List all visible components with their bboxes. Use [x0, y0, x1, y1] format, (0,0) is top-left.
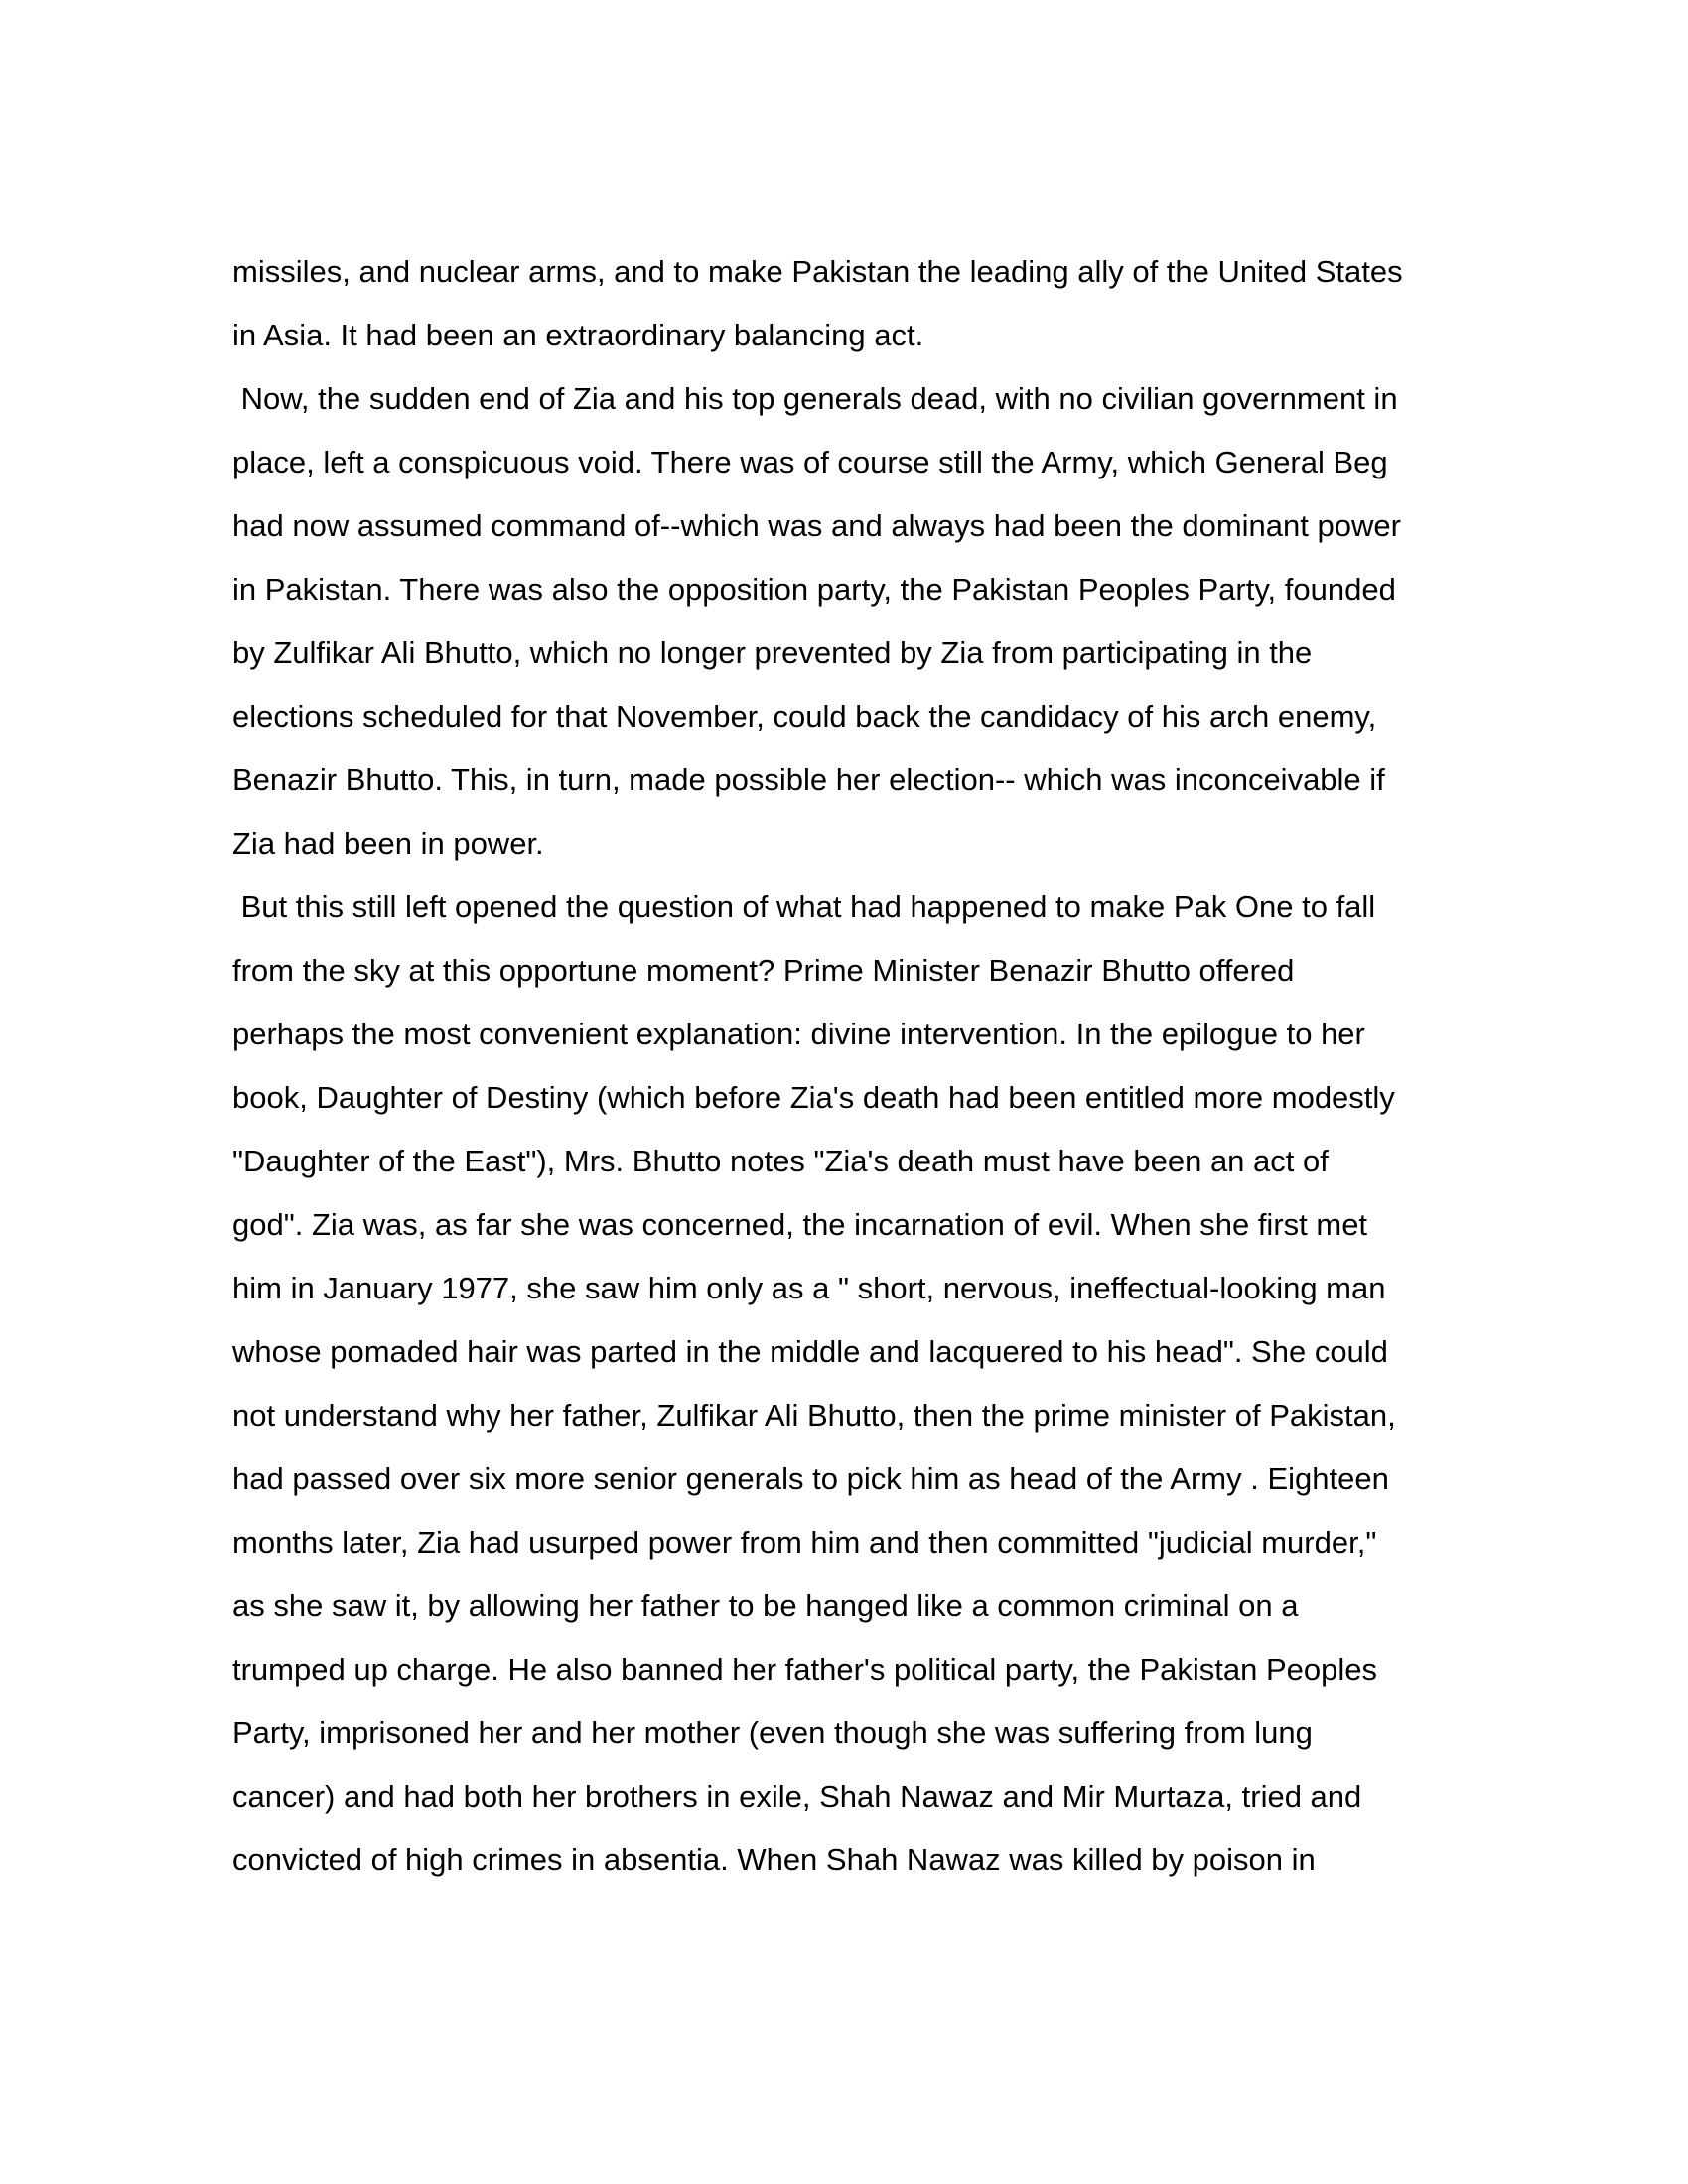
- text-line: by Zulfikar Ali Bhutto, which no longer prevented by Zia from participating in the: [232, 635, 1313, 670]
- text-line: Zia had been in power.: [232, 826, 544, 861]
- text-line: convicted of high crimes in absentia. When Shah Nawaz was killed by poison in: [232, 1843, 1316, 1877]
- text-line: had now assumed command of--which was and always had been the dominant power: [232, 508, 1401, 543]
- text-line: not understand why her father, Zulfikar Ali Bhutto, then the prime minister of Pakistan,: [232, 1398, 1396, 1433]
- text-line: perhaps the most convenient explanation: divine intervention. In the epilogue to her: [232, 1017, 1365, 1051]
- text-line: whose pomaded hair was parted in the middle and lacquered to his head". She could: [232, 1334, 1388, 1369]
- text-line: But this still left opened the question of what had happened to make Pak One to fall: [232, 889, 1376, 924]
- text-line: had passed over six more senior generals to pick him as head of the Army . Eighteen: [232, 1461, 1389, 1496]
- text-line: months later, Zia had usurped power from him and then committed "judicial murder,": [232, 1525, 1377, 1560]
- text-line: place, left a conspicuous void. There was of course still the Army, which General Beg: [232, 445, 1388, 479]
- text-line: "Daughter of the East"), Mrs. Bhutto notes "Zia's death must have been an act of: [232, 1144, 1329, 1178]
- text-line: Now, the sudden end of Zia and his top generals dead, with no civilian government in: [232, 381, 1398, 416]
- text-line: in Asia. It had been an extraordinary balancing act.: [232, 318, 924, 352]
- body-text: [232, 248, 1483, 1900]
- text-line: him in January 1977, she saw him only as a " short, nervous, ineffectual-looking man: [232, 1271, 1386, 1305]
- text-line: cancer) and had both her brothers in exile, Shah Nawaz and Mir Murtaza, tried and: [232, 1779, 1362, 1814]
- text-line: elections scheduled for that November, could back the candidacy of his arch enemy,: [232, 699, 1377, 734]
- text-line: Benazir Bhutto. This, in turn, made possible her election-- which was inconceivable if: [232, 762, 1385, 797]
- text-line: god". Zia was, as far she was concerned, the incarnation of evil. When she first met: [232, 1207, 1368, 1242]
- text-line: from the sky at this opportune moment? Prime Minister Benazir Bhutto offered: [232, 953, 1295, 988]
- text-line: Party, imprisoned her and her mother (even though she was suffering from lung: [232, 1715, 1313, 1750]
- text-line: book, Daughter of Destiny (which before Zia's death had been entitled more modestly: [232, 1080, 1395, 1115]
- text-line: trumped up charge. He also banned her father's political party, the Pakistan Peoples: [232, 1652, 1378, 1687]
- text-line: missiles, and nuclear arms, and to make Pakistan the leading ally of the United States: [232, 254, 1403, 289]
- text-line: as she saw it, by allowing her father to be hanged like a common criminal on a: [232, 1588, 1299, 1623]
- text-line: in Pakistan. There was also the opposition party, the Pakistan Peoples Party, founded: [232, 572, 1396, 607]
